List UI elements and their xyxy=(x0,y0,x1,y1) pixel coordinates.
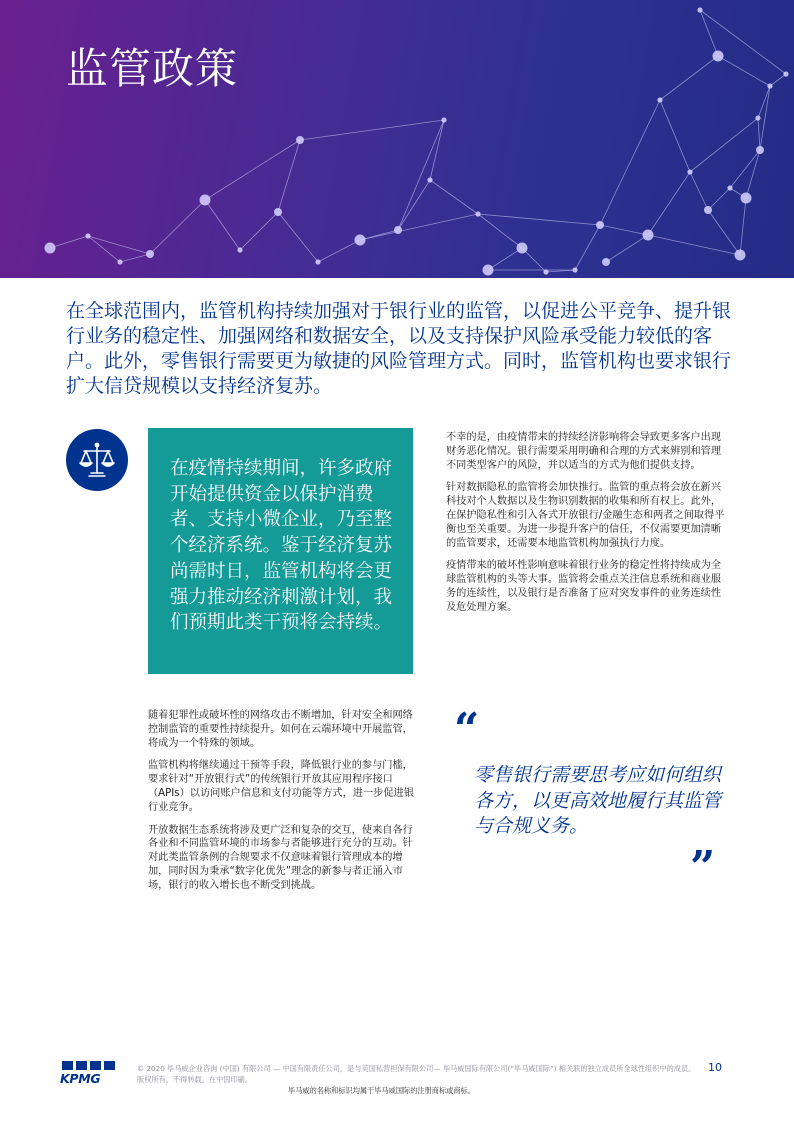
paragraph: 随着犯罪性或破坏性的网络攻击不断增加，针对安全和网络控制监管的重要性持续提升。如何在云端环境中开展监管，将成为一个特殊的领域。 xyxy=(148,710,413,749)
callout-text: 在疫情持续期间，许多政府开始提供资金以保护消费者、支持小微企业，乃至整个经济系统。鉴于经济复苏尚需时日，监管机构将会更强力推动经济刺激计划，我们预期此类干预将会持续。 xyxy=(170,458,393,634)
page-number: 10 xyxy=(708,1061,722,1074)
footer-legal-text: © 2020 毕马威企业咨询 (中国) 有限公司 — 中国有限责任公司，是与英国私营担保有限公司— 毕马威国际有限公司(“毕马威国际”) 相关联的独立成员所全球性组织中的成员。版权所有，不得转载。在中国印刷。 xyxy=(137,1064,696,1084)
kpmg-logo-boxes-icon xyxy=(62,1061,116,1071)
header-banner xyxy=(0,0,794,278)
paragraph: 疫情带来的破坏性影响意味着银行业务的稳定性将持续成为全球监管机构的头等大事。监管将会重点关注信息系统和商业服务的连续性，以及银行是否准备了应对突发事件的业务连续性及危处理方案。 xyxy=(446,560,722,613)
paragraph: 开放数据生态系统将涉及更广泛和复杂的交互，使来自各行各业和不同监管环境的市场参与者能够进行充分的互动。针对此类监管条例的合规要求不仅意味着银行管理成本的增加，同时因为秉承“数字化优先”理念的新参与者正涌入市场，银行的收入增长也不断受到挑战。 xyxy=(148,824,413,891)
open-quote-mark: “ xyxy=(454,704,480,755)
paragraph: 监管机构将继续通过干预等手段，降低银行业的参与门槛，要求针对“开放银行式”的传统银行开放其应用程序接口（APIs）以访问账户信息和支付功能等方式，进一步促进银行业竞争。 xyxy=(148,760,414,813)
kpmg-logo-text: KPMG xyxy=(60,1071,101,1086)
pull-quote: 零售银行需要思考应如何组织各方，以更高效地履行其监管与合规义务。 xyxy=(474,764,722,837)
page-title: 监管政策 xyxy=(66,44,239,93)
paragraph: 不幸的是，由疫情带来的持续经济影响将会导致更多客户出现财务恶化情况。银行需要采用明确和合理的方式来辨别和管理不同类型客户的风险，并以适当的方式为他们提供支持。 xyxy=(446,432,722,471)
left-text-column xyxy=(148,709,416,902)
kpmg-logo xyxy=(60,1061,118,1091)
scales-of-justice-icon xyxy=(66,429,128,491)
paragraph: 针对数据隐私的监管将会加快推行。监管的重点将会放在新兴科技对个人数据以及生物识别数据的收集和所有权上。此外，在保护隐私性和引入各式开放银行/金融生态和两者之间取得平衡也至关重要。为进一步提升客户的信任，不仅需要更加清晰的监管要求，还需要本地监管机构加强执行力度。 xyxy=(446,482,725,549)
callout-box xyxy=(148,428,413,674)
close-quote-mark: ” xyxy=(690,842,716,893)
right-text-column xyxy=(446,431,731,624)
trademark-note: 毕马威的名称和标识均属于毕马威国际的注册商标或商标。 xyxy=(288,1086,475,1095)
intro-paragraph: 在全球范围内，监管机构持续加强对于银行业的监管，以促进公平竞争、提升银行业务的稳定性、加强网络和数据安全，以及支持保护风险承受能力较低的客户。此外，零售银行需要更为敏捷的风险管理方式。同时，监管机构也要求银行扩大信贷规模以支持经济复苏。 xyxy=(66,300,732,397)
